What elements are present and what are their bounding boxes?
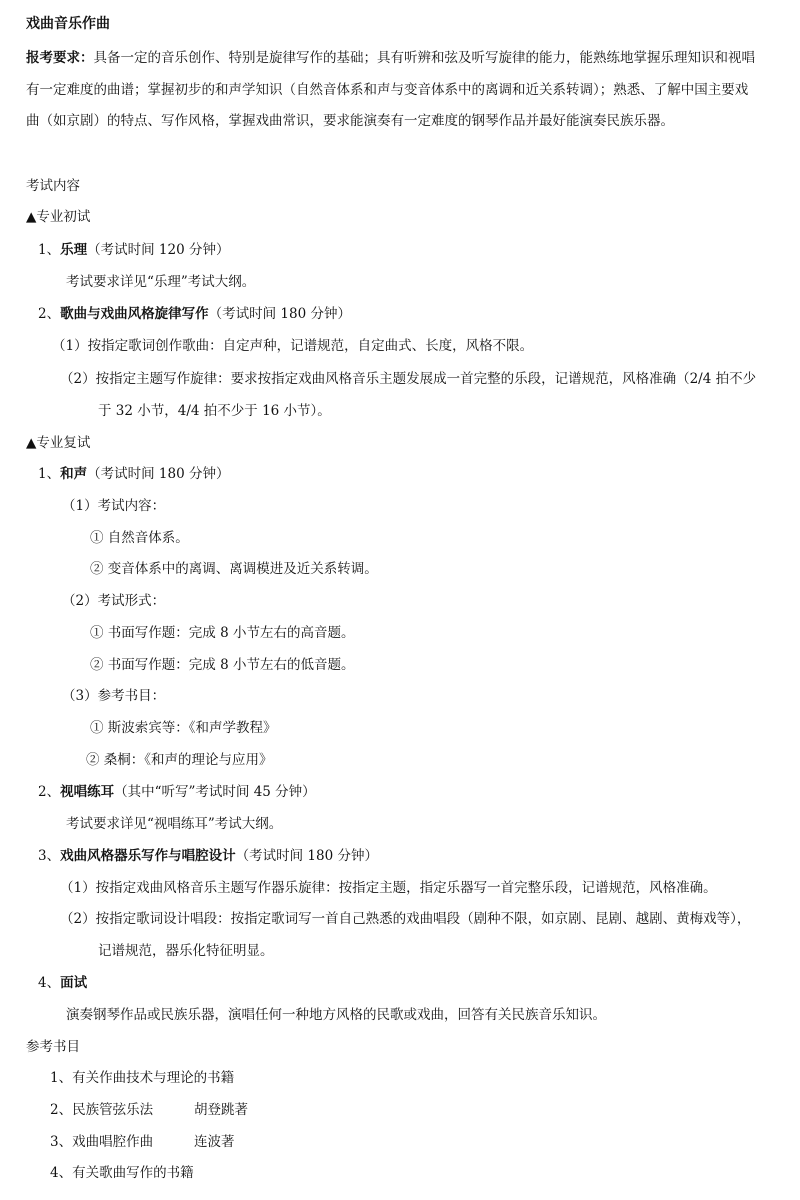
retest-item-2 — [38, 782, 316, 802]
retest-item-1-s1b: ② 变音体系中的离调、离调模进及近关系转调。 — [90, 561, 378, 577]
retest-item-3-time: （考试时间 180 分钟） — [235, 848, 378, 864]
prelim-item-2-title: 歌曲与戏曲风格旋律写作 — [60, 306, 209, 322]
retest-item-1-s3a: ① 斯波索宾等：《和声学教程》 — [90, 720, 277, 736]
retest-item-1-s1a: ① 自然音体系。 — [90, 530, 189, 546]
requirements-line-3: 曲（如京剧）的特点、写作风格，掌握戏曲常识，要求能演奏有一定难度的钢琴作品并最好能演奏民族乐器。 — [26, 113, 674, 129]
retest-item-4-title: 面试 — [60, 975, 88, 991]
prelim-item-2-time: （考试时间 180 分钟） — [208, 306, 351, 322]
retest-item-3-sub-2a: （2）按指定歌词设计唱段：按指定歌词写一首自己熟悉的戏曲唱段（剧种不限，如京剧、昆剧、越剧、黄梅戏等）， — [60, 911, 751, 927]
reference-2-author: 胡登跳著 — [194, 1102, 248, 1118]
prelim-item-2-sub-2a: （2）按指定主题写作旋律：要求按指定戏曲风格音乐主题发展成一首完整的乐段，记谱规范，风格准确（2/4 拍不少 — [60, 371, 757, 387]
retest-item-1 — [38, 464, 229, 484]
retest-item-3 — [38, 846, 378, 866]
retest-item-1-s3b: ② 桑桐：《和声的理论与应用》 — [86, 752, 273, 768]
reference-2 — [50, 1100, 248, 1120]
exam-heading: 考试内容 — [26, 178, 80, 194]
prelim-heading: ▲专业初试 — [26, 209, 91, 225]
reference-2-title: 2、民族管弦乐法 — [50, 1102, 154, 1118]
prelim-item-1-number: 1、 — [38, 242, 61, 258]
retest-item-4-desc: 演奏钢琴作品或民族乐器，演唱任何一种地方风格的民歌或戏曲，回答有关民族音乐知识。 — [66, 1007, 606, 1023]
prelim-item-2-number: 2、 — [38, 306, 61, 322]
retest-item-4 — [38, 973, 87, 993]
retest-item-1-title: 和声 — [60, 466, 88, 482]
reference-3-author: 连波著 — [194, 1134, 235, 1150]
retest-item-2-number: 2、 — [38, 784, 61, 800]
prelim-item-1-title: 乐理 — [60, 242, 88, 258]
retest-item-3-sub-1: （1）按指定戏曲风格音乐主题写作器乐旋律：按指定主题，指定乐器写一首完整乐段，记谱规范，风格准确。 — [60, 880, 717, 896]
retest-item-2-time: （其中“听写”考试时间 45 分钟） — [114, 784, 316, 800]
retest-item-1-number: 1、 — [38, 466, 61, 482]
retest-item-1-s2b: ② 书面写作题：完成 8 小节左右的低音题。 — [90, 657, 355, 673]
reference-3-title: 3、戏曲唱腔作曲 — [50, 1134, 154, 1150]
prelim-item-1 — [38, 240, 229, 260]
requirements-label: 报考要求： — [26, 50, 94, 66]
retest-item-1-s2: （2）考试形式： — [62, 593, 166, 609]
retest-item-3-title: 戏曲风格器乐写作与唱腔设计 — [60, 848, 236, 864]
retest-item-1-s3: （3）参考书目： — [62, 688, 166, 704]
reference-3 — [50, 1132, 235, 1152]
prelim-item-2 — [38, 304, 351, 324]
retest-heading: ▲专业复试 — [26, 435, 91, 451]
prelim-item-2-sub-1: （1）按指定歌词创作歌曲：自定声种，记谱规范，自定曲式、长度，风格不限。 — [52, 338, 534, 354]
retest-item-4-number: 4、 — [38, 975, 61, 991]
reference-1: 1、有关作曲技术与理论的书籍 — [50, 1070, 235, 1086]
retest-item-1-time: （考试时间 180 分钟） — [87, 466, 230, 482]
reference-4: 4、有关歌曲写作的书籍 — [50, 1165, 194, 1181]
prelim-item-1-time: （考试时间 120 分钟） — [87, 242, 230, 258]
requirements-line-1 — [26, 48, 755, 68]
prelim-item-2-sub-2b: 于 32 小节，4/4 拍不少于 16 小节）。 — [98, 403, 331, 419]
requirements-text-1: 具备一定的音乐创作、特别是旋律写作的基础；具有听辨和弦及听写旋律的能力，能熟练地掌握乐理知识和视唱 — [93, 50, 755, 66]
retest-item-3-number: 3、 — [38, 848, 61, 864]
retest-item-3-sub-2b: 记谱规范，器乐化特征明显。 — [98, 943, 274, 959]
prelim-item-1-desc: 考试要求详见“乐理”考试大纲。 — [66, 274, 256, 290]
references-heading: 参考书目 — [26, 1039, 80, 1055]
retest-item-2-title: 视唱练耳 — [60, 784, 115, 800]
retest-item-1-s1: （1）考试内容： — [62, 498, 166, 514]
retest-item-1-s2a: ① 书面写作题：完成 8 小节左右的高音题。 — [90, 625, 355, 641]
retest-item-2-desc: 考试要求详见“视唱练耳”考试大纲。 — [66, 816, 283, 832]
requirements-line-2: 有一定难度的曲谱；掌握初步的和声学知识（自然音体系和声与变音体系中的离调和近关系转调）；熟悉、了解中国主要戏 — [26, 82, 749, 98]
document-title: 戏曲音乐作曲 — [26, 16, 110, 32]
